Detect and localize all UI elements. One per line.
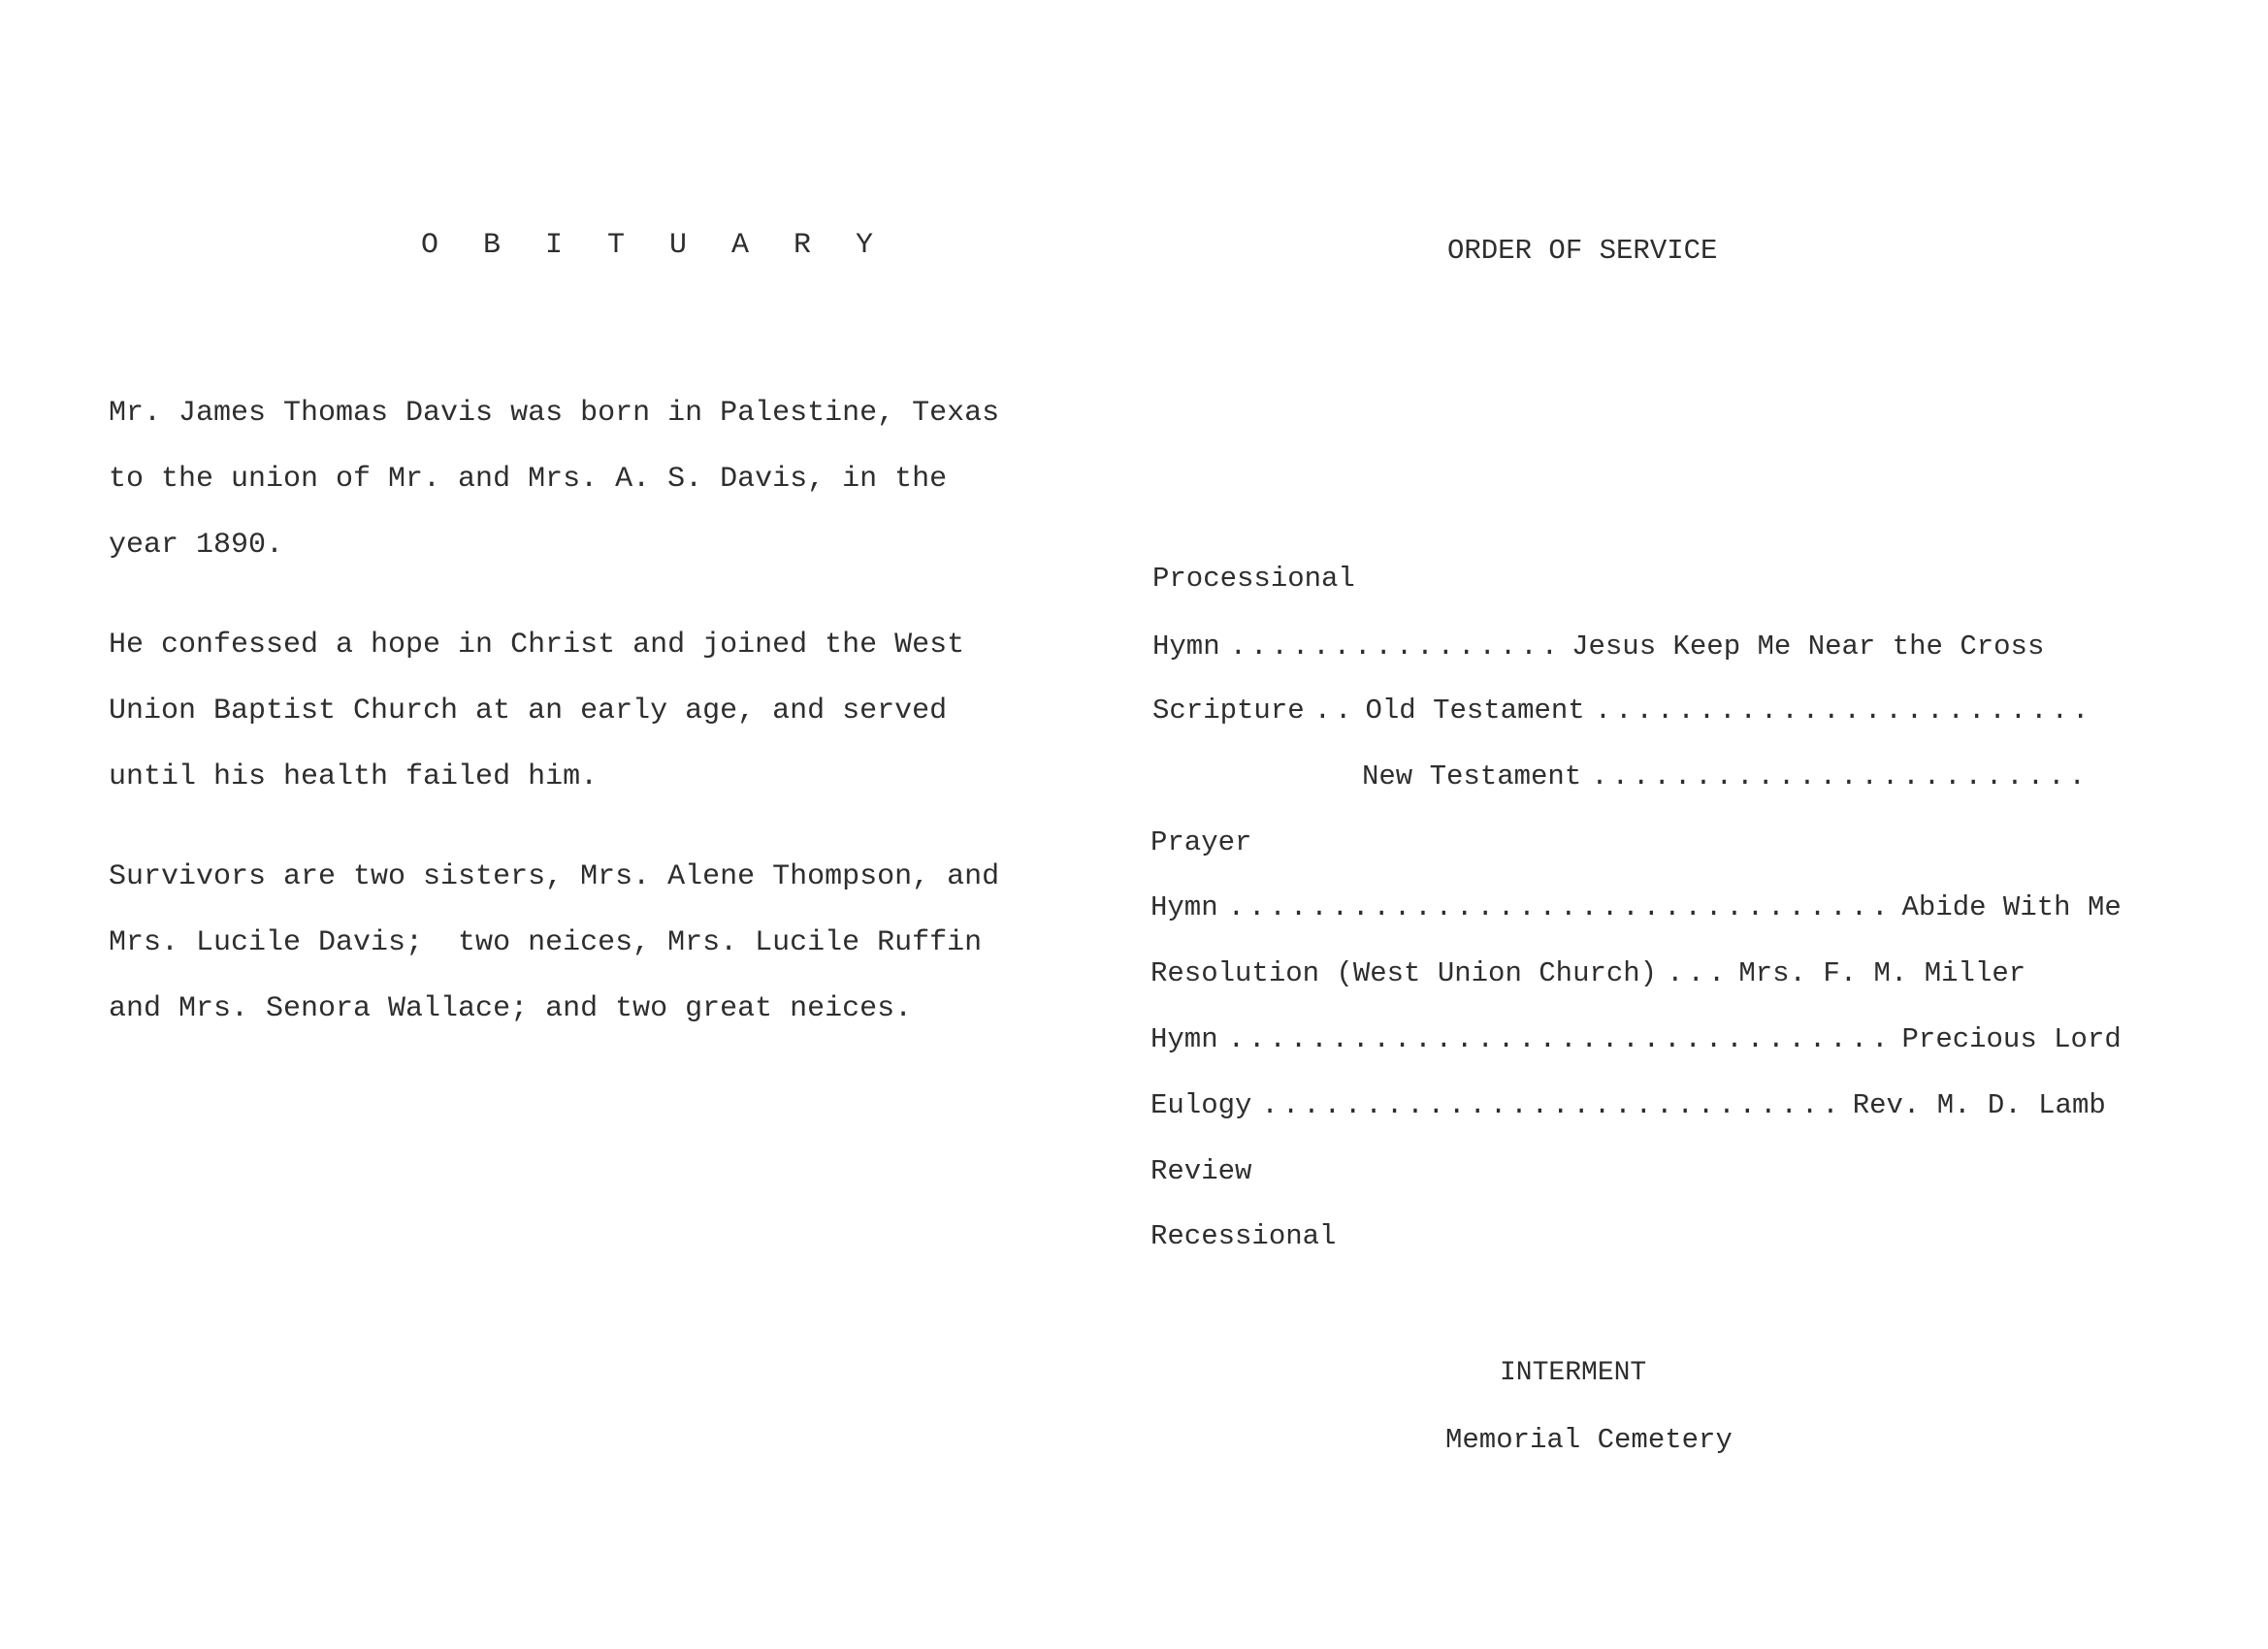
service-item-label: Eulogy	[1150, 1089, 1252, 1121]
service-item-value: Jesus Keep Me Near the Cross	[1571, 630, 2045, 663]
interment-place: Memorial Cemetery	[1445, 1424, 1733, 1456]
service-item-recessional: Recessional	[1150, 1220, 1337, 1252]
obituary-line: He confessed a hope in Christ and joined the West	[109, 629, 965, 662]
dot-leader: ........................	[1594, 695, 2093, 727]
dot-leader: ...	[1667, 957, 1730, 989]
dot-leader: ................	[1229, 630, 1563, 663]
obituary-line: to the union of Mr. and Mrs. A. S. Davis, in the	[109, 463, 948, 496]
service-item-label: Hymn	[1150, 1023, 1218, 1055]
obituary-line: Mr. James Thomas Davis was born in Palestine, Texas	[109, 397, 1000, 430]
service-item-resolution	[1150, 957, 2026, 989]
dot-leader: ................................	[1227, 891, 1893, 923]
service-item-processional: Processional	[1152, 563, 1355, 595]
service-item-review: Review	[1150, 1155, 1252, 1187]
service-item-prayer: Prayer	[1150, 826, 1252, 858]
service-item-scripture	[1152, 695, 2093, 727]
service-item-hymn-2	[1150, 891, 2122, 923]
obituary-line: Survivors are two sisters, Mrs. Alene Thompson, and	[109, 860, 1000, 893]
obituary-line: year 1890.	[109, 529, 284, 562]
dot-leader: ............................	[1261, 1089, 1843, 1121]
service-item-eulogy	[1150, 1089, 2106, 1121]
service-item-label: Scripture	[1152, 695, 1305, 727]
interment-title: INTERMENT	[1500, 1358, 1647, 1388]
service-item-value: New Testament	[1362, 760, 1582, 792]
order-of-service-title: ORDER OF SERVICE	[1447, 235, 1718, 267]
obituary-line: until his health failed him.	[109, 760, 599, 793]
obituary-line: and Mrs. Senora Wallace; and two great neices.	[109, 992, 913, 1025]
dot-leader: ................................	[1227, 1023, 1893, 1055]
obituary-line: Union Baptist Church at an early age, and served	[109, 695, 948, 728]
service-item-new-testament	[1362, 760, 2090, 792]
obituary-line: Mrs. Lucile Davis; two neices, Mrs. Lucile Ruffin	[109, 926, 983, 959]
service-item-hymn-3	[1150, 1023, 2122, 1055]
service-item-value: Abide With Me	[1901, 891, 2122, 923]
dot-leader: ........................	[1591, 760, 2090, 792]
obituary-title: O B I T U A R Y	[421, 229, 888, 262]
service-item-value: Mrs. F. M. Miller	[1738, 957, 2026, 989]
service-item-value: Precious Lord	[1901, 1023, 2122, 1055]
service-item-label: Hymn	[1150, 891, 1218, 923]
service-item-hymn-1	[1152, 630, 2045, 663]
service-item-label: Resolution (West Union Church)	[1150, 957, 1658, 989]
service-item-value: Old Testament	[1365, 695, 1585, 727]
service-item-label: Hymn	[1152, 630, 1220, 663]
service-item-value: Rev. M. D. Lamb	[1852, 1089, 2106, 1121]
dot-leader: ..	[1313, 695, 1356, 727]
